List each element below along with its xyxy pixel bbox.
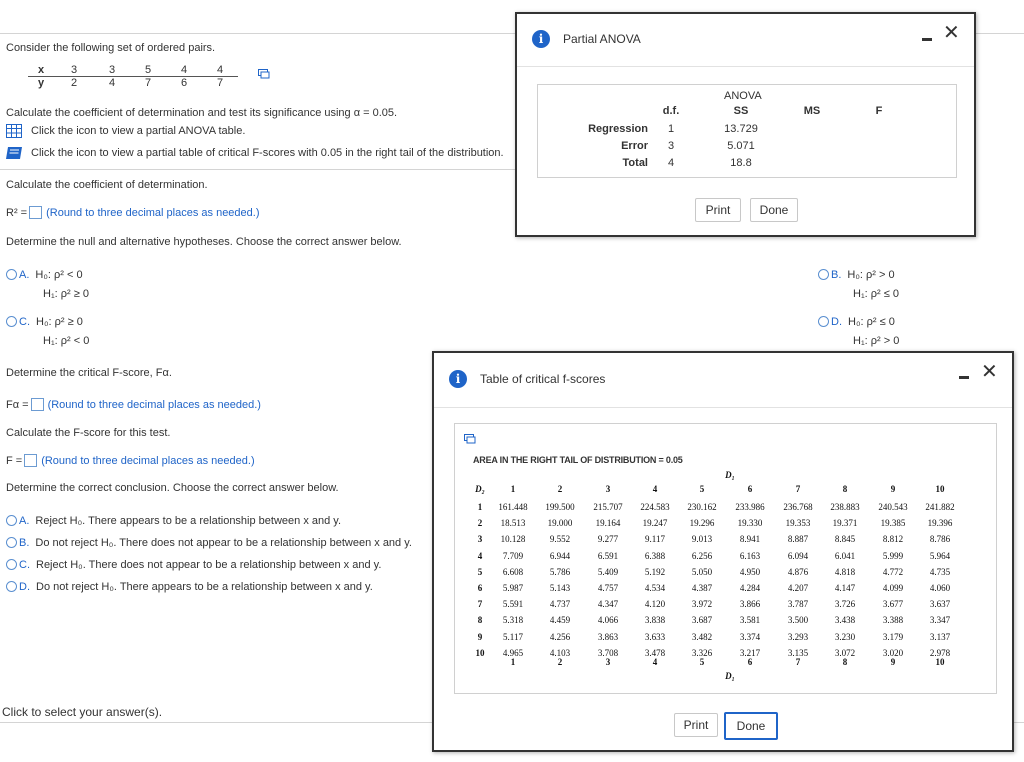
part3-prompt: Determine the critical F-score, Fα. bbox=[6, 367, 172, 379]
part2-prompt: Determine the null and alternative hypotheses. Choose the correct answer below. bbox=[6, 236, 402, 248]
h0-text: H₀: ρ² ≥ 0 bbox=[36, 316, 83, 328]
fscore-cell: 10.128 bbox=[500, 534, 526, 545]
fscore-cell: 6.944 bbox=[549, 550, 571, 561]
row-ss: 13.729 bbox=[724, 123, 758, 135]
fscore-cell: 230.162 bbox=[687, 502, 717, 512]
fscore-cell: 4.103 bbox=[549, 647, 571, 658]
fscore-cell: 2.978 bbox=[929, 647, 951, 658]
fscore-cell: 4.772 bbox=[882, 566, 904, 577]
fscore-cell: 4.459 bbox=[549, 615, 571, 626]
row-ss: 18.8 bbox=[730, 157, 752, 169]
falpha-answer-row bbox=[6, 398, 261, 411]
fscore-cell: 8.845 bbox=[834, 534, 856, 545]
column-header: 6 bbox=[747, 484, 753, 494]
fscore-cell: 3.863 bbox=[597, 631, 619, 642]
fscore-cell: 4.757 bbox=[597, 583, 619, 593]
fscore-cell: 8.887 bbox=[787, 534, 809, 545]
info-icon: i bbox=[532, 30, 550, 48]
anova-link-text[interactable]: Click the icon to view a partial ANOVA table. bbox=[31, 125, 246, 137]
h0-text: H₀: ρ² ≤ 0 bbox=[848, 316, 895, 328]
fscore-cell: 19.247 bbox=[642, 518, 668, 529]
fscore-cell: 6.591 bbox=[597, 550, 619, 561]
hyp-option-b[interactable] bbox=[818, 268, 895, 282]
column-header: 1 bbox=[510, 484, 516, 494]
radio-icon[interactable] bbox=[818, 316, 829, 327]
column-footer: 5 bbox=[699, 657, 705, 667]
y-value: 4 bbox=[108, 77, 116, 89]
row-header: 7 bbox=[477, 599, 483, 610]
option-letter: D. bbox=[831, 316, 842, 328]
fscore-table-frame bbox=[454, 423, 997, 694]
fscore-cell: 3.137 bbox=[929, 631, 951, 642]
fscore-cell: 4.147 bbox=[834, 583, 856, 593]
fscore-cell: 4.735 bbox=[929, 566, 951, 577]
round-note: (Round to three decimal places as needed.) bbox=[47, 399, 261, 411]
fscore-cell: 4.965 bbox=[502, 647, 524, 658]
fscore-cell: 3.135 bbox=[787, 647, 809, 658]
h0-text: H₀: ρ² > 0 bbox=[847, 269, 895, 281]
column-header: 3 bbox=[605, 484, 611, 494]
fscore-cell: 4.284 bbox=[739, 583, 761, 593]
fscore-cell: 5.117 bbox=[503, 631, 523, 642]
fscore-cell: 5.318 bbox=[502, 615, 524, 626]
book-icon[interactable] bbox=[6, 146, 24, 160]
fscore-grid bbox=[455, 424, 998, 695]
fscore-cell: 9.277 bbox=[597, 534, 619, 545]
conclusion-text: Do not reject H₀. There appears to be a relationship between x and y. bbox=[36, 581, 373, 593]
row-header: 9 bbox=[477, 631, 483, 642]
fscore-cell: 241.882 bbox=[925, 502, 955, 512]
conclusion-option-c[interactable] bbox=[6, 559, 381, 571]
h1-text: H₁: ρ² > 0 bbox=[853, 335, 900, 347]
fscore-cell: 18.513 bbox=[500, 518, 526, 529]
conclusion-text: Reject H₀. There appears to be a relationship between x and y. bbox=[35, 515, 342, 527]
fscore-cell: 233.986 bbox=[735, 502, 765, 512]
row-df: 4 bbox=[667, 157, 675, 169]
option-letter: C. bbox=[19, 316, 30, 328]
d1-label-top: D₁ bbox=[725, 470, 735, 480]
option-letter: A. bbox=[19, 269, 30, 281]
hyp-option-c[interactable] bbox=[6, 315, 83, 329]
dialog-divider bbox=[517, 66, 974, 67]
x-value: 5 bbox=[144, 64, 152, 76]
column-footer: 10 bbox=[935, 657, 945, 667]
fscore-cell: 3.388 bbox=[882, 615, 904, 626]
col-header-ms: MS bbox=[803, 105, 821, 117]
fscore-cell: 238.883 bbox=[830, 502, 860, 512]
fscore-cell: 240.543 bbox=[878, 502, 908, 512]
fscore-cell: 5.409 bbox=[597, 566, 619, 577]
col-header-ss: SS bbox=[733, 105, 749, 117]
col-header-df: d.f. bbox=[662, 105, 680, 117]
column-header: 5 bbox=[699, 484, 705, 494]
fscore-cell: 4.347 bbox=[597, 599, 619, 610]
done-button[interactable]: Done bbox=[724, 712, 778, 740]
x-value: 3 bbox=[108, 64, 116, 76]
column-header: 10 bbox=[935, 484, 945, 494]
column-footer: 3 bbox=[605, 657, 611, 667]
fscore-cell: 236.768 bbox=[783, 502, 813, 512]
fscore-cell: 3.293 bbox=[787, 631, 809, 642]
fscore-cell: 19.296 bbox=[689, 518, 715, 529]
fscore-cell: 3.478 bbox=[644, 647, 666, 658]
r2-answer-row bbox=[6, 206, 260, 219]
fscore-link-text[interactable]: Click the icon to view a partial table of critical F-scores with 0.05 in the right tail of the distribution. bbox=[31, 147, 504, 159]
fscore-cell: 3.179 bbox=[882, 631, 904, 642]
row-source: Regression bbox=[588, 123, 648, 135]
row-source: Error bbox=[621, 140, 648, 152]
fscore-cell: 3.708 bbox=[597, 647, 619, 658]
fscore-cell: 3.217 bbox=[739, 647, 761, 658]
h1-text: H₁: ρ² ≥ 0 bbox=[43, 288, 89, 300]
fscore-cell: 5.786 bbox=[549, 566, 571, 577]
task-text: Calculate the coefficient of determination and test its significance using α = 0.05. bbox=[6, 107, 398, 119]
fscore-cell: 5.987 bbox=[502, 583, 524, 593]
f-answer-row bbox=[6, 454, 255, 467]
row-header: 2 bbox=[477, 518, 483, 529]
fscore-cell: 8.812 bbox=[882, 534, 904, 545]
option-letter: B. bbox=[19, 537, 30, 549]
y-label: y bbox=[37, 77, 45, 89]
row-header: 5 bbox=[477, 566, 483, 577]
info-icon: i bbox=[449, 370, 467, 388]
fscore-cell: 5.999 bbox=[882, 550, 904, 561]
fscore-cell: 4.066 bbox=[597, 615, 619, 626]
fscore-cell: 3.347 bbox=[929, 615, 951, 626]
column-footer: 1 bbox=[510, 657, 516, 667]
hyp-option-d[interactable] bbox=[818, 315, 895, 329]
column-footer: 2 bbox=[557, 657, 563, 667]
y-value: 6 bbox=[180, 77, 188, 89]
fscore-cell: 6.388 bbox=[644, 550, 666, 561]
fscore-cell: 3.581 bbox=[739, 615, 761, 626]
row-header: 3 bbox=[477, 534, 483, 545]
column-footer: 4 bbox=[652, 657, 658, 667]
close-button[interactable]: ✕ bbox=[943, 20, 960, 44]
x-label: x bbox=[37, 64, 45, 76]
part4-prompt: Calculate the F-score for this test. bbox=[6, 427, 171, 439]
f-label: F = bbox=[6, 455, 23, 467]
fscore-cell: 19.385 bbox=[880, 518, 906, 529]
fscore-cell: 5.050 bbox=[691, 566, 713, 577]
radio-icon[interactable] bbox=[6, 559, 17, 570]
radio-icon[interactable] bbox=[6, 269, 17, 280]
fscore-cell: 4.387 bbox=[691, 583, 713, 593]
fscore-dialog bbox=[432, 351, 1014, 752]
fscore-cell: 3.787 bbox=[787, 599, 809, 610]
fscore-cell: 4.737 bbox=[549, 599, 571, 610]
close-button[interactable]: ✕ bbox=[981, 359, 998, 383]
h1-text: H₁: ρ² ≤ 0 bbox=[853, 288, 899, 300]
fscore-cell: 4.207 bbox=[787, 583, 809, 593]
column-header: 2 bbox=[557, 484, 563, 494]
minimize-button[interactable] bbox=[922, 38, 932, 41]
footer-status: Click to select your answer(s). bbox=[2, 705, 163, 719]
fscore-cell: 5.143 bbox=[549, 583, 571, 593]
minimize-button[interactable] bbox=[959, 376, 969, 379]
fscore-cell: 8.786 bbox=[929, 534, 951, 545]
fscore-cell: 3.020 bbox=[882, 647, 904, 658]
round-note: (Round to three decimal places as needed.) bbox=[41, 455, 255, 467]
conclusion-text: Reject H₀. There does not appear to be a relationship between x and y. bbox=[36, 559, 382, 571]
x-value: 3 bbox=[70, 64, 78, 76]
radio-icon[interactable] bbox=[6, 515, 17, 526]
fscore-cell: 19.164 bbox=[595, 518, 621, 529]
part5-prompt: Determine the correct conclusion. Choose the correct answer below. bbox=[6, 482, 339, 494]
column-footer: 8 bbox=[842, 657, 848, 667]
fscore-cell: 9.013 bbox=[691, 534, 713, 545]
fscore-cell: 3.637 bbox=[929, 599, 951, 610]
anova-table-title: ANOVA bbox=[724, 90, 762, 102]
fscore-cell: 199.500 bbox=[545, 502, 575, 512]
column-footer: 9 bbox=[890, 657, 896, 667]
dialog-title: Partial ANOVA bbox=[563, 32, 641, 46]
row-source: Total bbox=[622, 157, 648, 169]
fscore-cell: 3.633 bbox=[644, 631, 666, 642]
print-button[interactable]: Print bbox=[695, 198, 741, 222]
fscore-cell: 4.950 bbox=[739, 566, 761, 577]
row-df: 3 bbox=[667, 140, 675, 152]
fscore-cell: 6.094 bbox=[787, 550, 809, 561]
print-button[interactable]: Print bbox=[674, 713, 718, 737]
radio-icon[interactable] bbox=[6, 537, 17, 548]
fscore-cell: 6.163 bbox=[739, 550, 761, 561]
fscore-cell: 5.964 bbox=[929, 550, 951, 561]
fscore-cell: 6.256 bbox=[691, 550, 713, 561]
fscore-cell: 161.448 bbox=[498, 502, 528, 512]
fscore-cell: 4.256 bbox=[549, 631, 571, 642]
fscore-cell: 19.330 bbox=[737, 518, 763, 529]
fscore-cell: 6.041 bbox=[834, 550, 856, 561]
falpha-input[interactable] bbox=[31, 398, 44, 411]
hyp-option-a[interactable] bbox=[6, 268, 83, 282]
conclusion-text: Do not reject H₀. There does not appear to be a relationship between x and y. bbox=[35, 537, 412, 549]
anova-dialog bbox=[515, 12, 976, 237]
row-header: 8 bbox=[477, 615, 483, 626]
fscore-cell: 3.482 bbox=[691, 631, 713, 642]
conclusion-option-a[interactable] bbox=[6, 515, 341, 527]
fscore-cell: 19.396 bbox=[927, 518, 953, 529]
fscore-cell: 3.838 bbox=[644, 615, 666, 626]
f-input[interactable] bbox=[24, 454, 37, 467]
section-divider bbox=[0, 169, 516, 170]
h0-text: H₀: ρ² < 0 bbox=[35, 269, 83, 281]
fscore-cell: 3.866 bbox=[739, 599, 761, 610]
table-grid-icon[interactable] bbox=[6, 124, 22, 138]
table-caption: AREA IN THE RIGHT TAIL OF DISTRIBUTION = 0.05 bbox=[473, 455, 683, 465]
option-letter: C. bbox=[19, 559, 30, 571]
fscore-cell: 4.534 bbox=[644, 583, 666, 593]
fscore-cell: 3.500 bbox=[787, 615, 809, 626]
option-letter: D. bbox=[19, 581, 30, 593]
d1-label-bottom: D₁ bbox=[725, 671, 735, 681]
ordered-pairs-table bbox=[28, 64, 238, 89]
column-footer: 7 bbox=[795, 657, 801, 667]
fscore-cell: 5.591 bbox=[502, 599, 524, 610]
r2-input[interactable] bbox=[29, 206, 42, 219]
fscore-cell: 6.608 bbox=[502, 566, 524, 577]
fscore-cell: 3.687 bbox=[691, 615, 713, 626]
row-ss: 5.071 bbox=[727, 140, 755, 152]
fscore-cell: 19.371 bbox=[832, 518, 858, 529]
round-note: (Round to three decimal places as needed.) bbox=[46, 207, 260, 219]
row-header: 6 bbox=[477, 583, 483, 593]
row-df: 1 bbox=[667, 123, 675, 135]
y-value: 7 bbox=[144, 77, 152, 89]
copy-table-icon[interactable] bbox=[258, 69, 270, 79]
fscore-cell: 7.709 bbox=[502, 550, 524, 561]
dialog-divider bbox=[434, 407, 1012, 408]
radio-icon[interactable] bbox=[818, 269, 829, 280]
fscore-cell: 215.707 bbox=[593, 502, 623, 512]
fscore-cell: 3.374 bbox=[739, 631, 761, 642]
x-value: 4 bbox=[216, 64, 224, 76]
fscore-cell: 9.552 bbox=[549, 534, 571, 545]
fscore-cell: 9.117 bbox=[645, 534, 665, 545]
fscore-cell: 3.326 bbox=[691, 647, 713, 658]
fscore-cell: 4.818 bbox=[834, 566, 856, 577]
fscore-cell: 4.120 bbox=[644, 599, 666, 610]
fscore-cell: 4.060 bbox=[929, 583, 951, 593]
conclusion-option-b[interactable] bbox=[6, 537, 412, 549]
x-value: 4 bbox=[180, 64, 188, 76]
fscore-cell: 3.677 bbox=[882, 599, 904, 610]
part1-prompt: Calculate the coefficient of determination. bbox=[6, 179, 208, 191]
fscore-cell: 4.099 bbox=[882, 583, 904, 593]
fscore-cell: 3.972 bbox=[691, 599, 713, 610]
radio-icon[interactable] bbox=[6, 316, 17, 327]
done-button[interactable]: Done bbox=[750, 198, 798, 222]
fscore-cell: 19.000 bbox=[547, 518, 573, 529]
radio-icon[interactable] bbox=[6, 581, 17, 592]
h1-text: H₁: ρ² < 0 bbox=[43, 335, 90, 347]
fscore-cell: 224.583 bbox=[640, 502, 670, 512]
anova-table-frame bbox=[537, 84, 957, 178]
row-header: 4 bbox=[477, 550, 483, 561]
column-header: 4 bbox=[652, 484, 658, 494]
column-footer: 6 bbox=[747, 657, 753, 667]
col-header-f: F bbox=[875, 105, 883, 117]
fscore-cell: 8.941 bbox=[739, 534, 761, 545]
fscore-cell: 19.353 bbox=[785, 518, 811, 529]
column-header: 8 bbox=[842, 484, 848, 494]
r2-label: R² = bbox=[6, 207, 28, 219]
column-header: 7 bbox=[795, 484, 801, 494]
fscore-cell: 3.230 bbox=[834, 631, 856, 642]
fscore-cell: 3.726 bbox=[834, 599, 856, 610]
row-header: 1 bbox=[477, 502, 483, 512]
option-letter: A. bbox=[19, 515, 30, 527]
fscore-cell: 3.438 bbox=[834, 615, 856, 626]
d2-label: D₂ bbox=[475, 484, 485, 494]
y-value: 2 bbox=[70, 77, 78, 89]
row-header: 10 bbox=[475, 647, 485, 658]
dialog-title: Table of critical f-scores bbox=[480, 372, 606, 386]
intro-text: Consider the following set of ordered pairs. bbox=[6, 42, 216, 54]
falpha-label: Fα = bbox=[6, 399, 29, 411]
fscore-cell: 4.876 bbox=[787, 566, 809, 577]
option-letter: B. bbox=[831, 269, 842, 281]
fscore-cell: 5.192 bbox=[644, 566, 666, 577]
conclusion-option-d[interactable] bbox=[6, 581, 373, 593]
y-value: 7 bbox=[216, 77, 224, 89]
column-header: 9 bbox=[890, 484, 896, 494]
fscore-cell: 3.072 bbox=[834, 647, 856, 658]
